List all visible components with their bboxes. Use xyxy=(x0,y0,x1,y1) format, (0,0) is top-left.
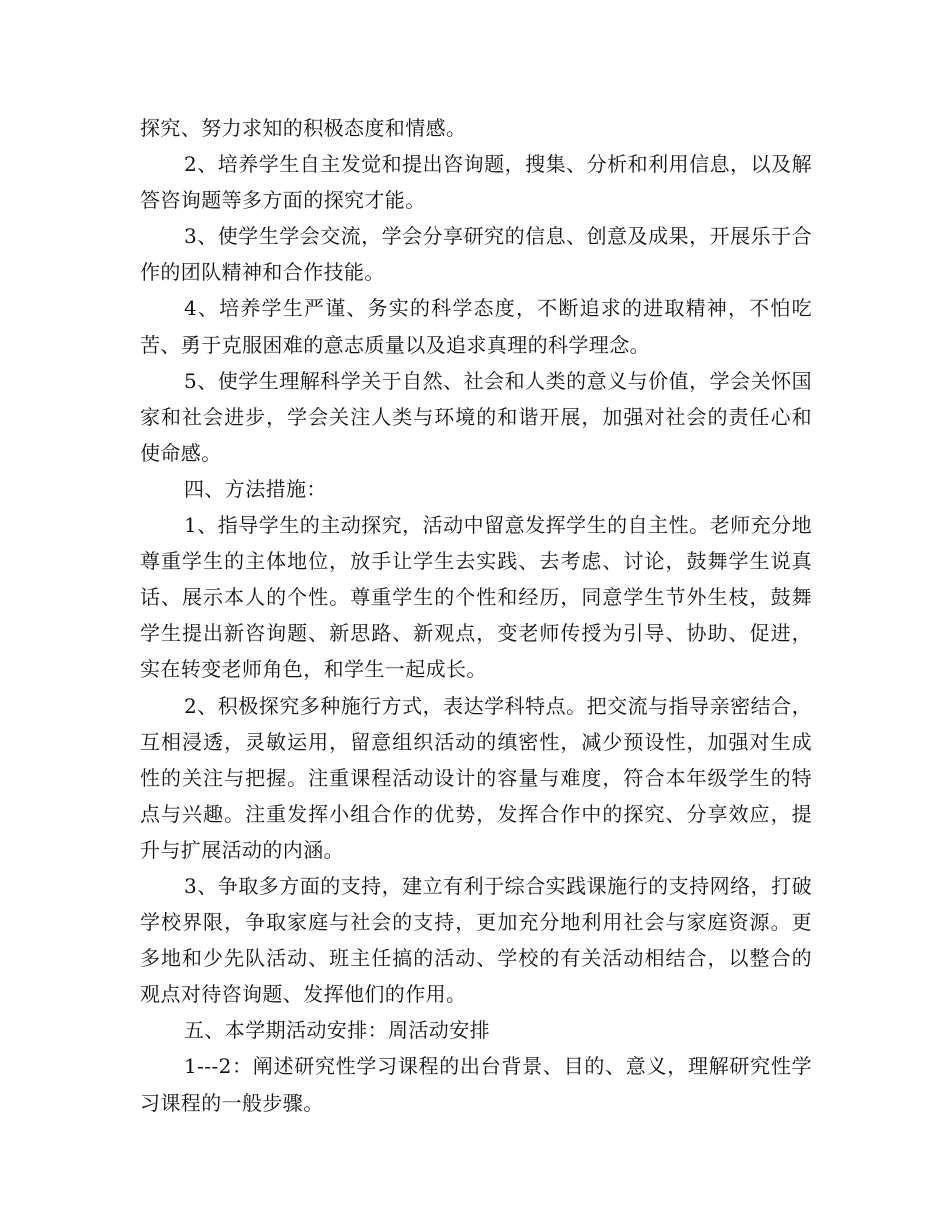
paragraph-method-1: 1、指导学生的主动探究，活动中留意发挥学生的自主性。老师充分地尊重学生的主体地位，放手让学生去实践、去考虑、讨论，鼓舞学生说真话、展示本人的个性。尊重学生的个性和经历，同意学生节外生枝，鼓舞学生提出新咨询题、新思路、新观点，变老师传授为引导、协助、促进，实在转变老师角色，和学生一起成长。 xyxy=(140,513,812,682)
section-heading-schedule: 五、本学期活动安排：周活动安排 xyxy=(184,1018,490,1043)
paragraph-method-3: 3、争取多方面的支持，建立有利于综合实践课施行的支持网络，打破学校界限，争取家庭与社会的支持，更加充分地利用社会与家庭资源。更多地和少先队活动、班主任搞的活动、学校的有关活动相结合，以整合的观点对待咨询题、发挥他们的作用。 xyxy=(140,873,812,1007)
paragraph-goal-5: 5、使学生理解科学关于自然、社会和人类的意义与价值，学会关怀国家和社会进步，学会关注人类与环境的和谐开展，加强对社会的责任心和使命感。 xyxy=(140,368,812,465)
paragraph-goal-3: 3、使学生学会交流，学会分享研究的信息、创意及成果，开展乐于合作的团队精神和合作技能。 xyxy=(140,224,812,285)
paragraph-method-2: 2、积极探究多种施行方式，表达学科特点。把交流与指导亲密结合，互相浸透，灵敏运用，留意组织活动的缜密性，减少预设性，加强对生成性的关注与把握。注重课程活动设计的容量与难度，符合本年级学生的特点与兴趣。注重发挥小组合作的优势，发挥合作中的探究、分享效应，提升与扩展活动的内涵。 xyxy=(140,693,812,862)
section-heading-methods: 四、方法措施： xyxy=(184,476,327,501)
document-page xyxy=(140,110,812,1121)
paragraph-goal-4: 4、培养学生严谨、务实的科学态度，不断追求的进取精神，不怕吃苦、勇于克服困难的意志质量以及追求真理的科学理念。 xyxy=(140,296,812,357)
paragraph-schedule-week-1-2: 1---2：阐述研究性学习课程的出台背景、目的、意义，理解研究性学习课程的一般步骤。 xyxy=(140,1054,812,1115)
paragraph-goal-2: 2、培养学生自主发觉和提出咨询题，搜集、分析和利用信息，以及解答咨询题等多方面的探究才能。 xyxy=(140,152,812,213)
paragraph-goal-1-continued: 探究、努力求知的积极态度和情感。 xyxy=(140,116,467,140)
